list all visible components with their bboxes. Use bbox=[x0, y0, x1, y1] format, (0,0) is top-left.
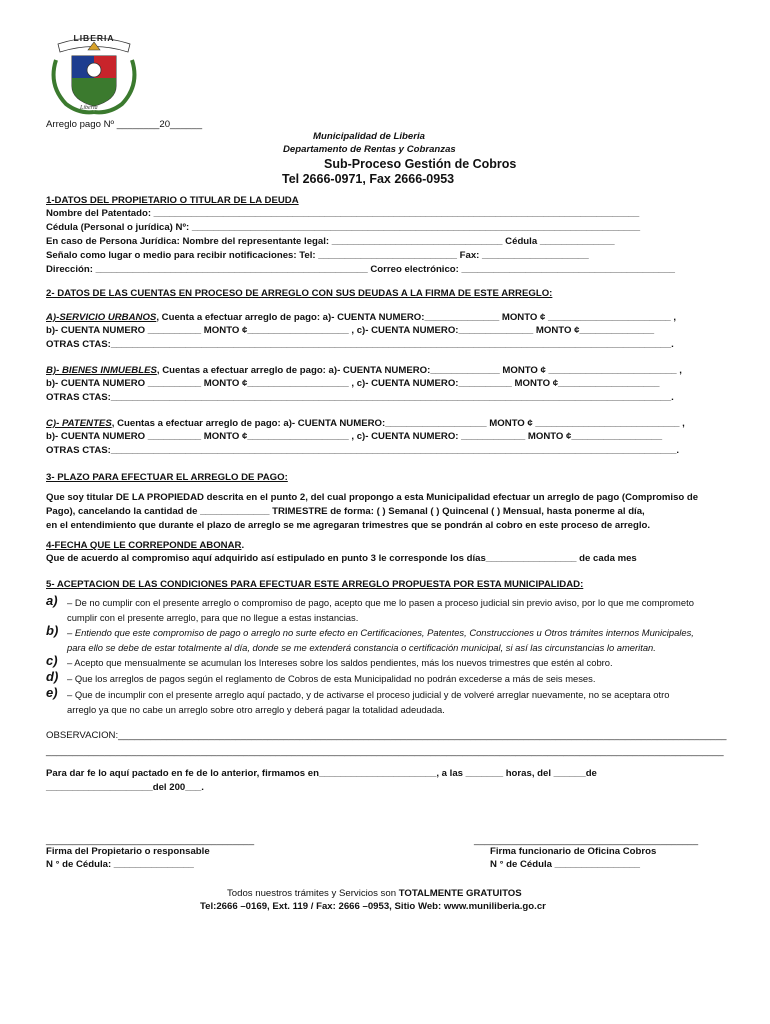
urban-services-line2: b)- CUENTA NUMERO __________ MONTO ¢___________________ , c)- CUENTA NUMERO:______________ MONTO ¢______________ bbox=[46, 325, 655, 336]
free-services-emphasis: TOTALMENTE GRATUITOS bbox=[398, 888, 522, 899]
observation-line2: _______________________________________________________________________________________________________________________________ bbox=[46, 746, 724, 757]
condition-d-letter: d) bbox=[46, 669, 59, 684]
urban-services-other: OTRAS CTAS:_________________________________________________________________________________________________________. bbox=[46, 339, 674, 350]
section4-title: 4-FECHA QUE LE CORREPONDE ABONAR bbox=[46, 540, 242, 551]
officer-id-number: N ° de Cédula ________________ bbox=[490, 859, 640, 870]
section2-title: 2- DATOS DE LAS CUENTAS EN PROCESO DE ARREGLO CON SUS DEUDAS A LA FIRMA DE ESTE ARREGLO: bbox=[46, 288, 553, 299]
condition-b-line1: – Entiendo que este compromiso de pago o arreglo no surte efecto en Certificaciones, Patentes, Construcciones u Otros trámites internos Municipales, bbox=[67, 627, 694, 638]
liberia-coat-of-arms-logo bbox=[44, 30, 144, 116]
footer-free-services: Todos nuestros trámites y Servicios son TOTALMENTE GRATUITOS bbox=[227, 888, 522, 899]
condition-a-letter: a) bbox=[46, 593, 58, 608]
urban-services-label: A)-SERVICIO URBANOS bbox=[46, 312, 157, 323]
owner-id-number: N ° de Cédula: _______________ bbox=[46, 859, 194, 870]
payment-term-line2: Pago), cancelando la cantidad de _____________ TRIMESTRE de forma: ( ) Semanal ( ) Quincenal ( ) Mensual, hasta ponerme al día, bbox=[46, 506, 645, 517]
condition-a-line2: cumplir con el presente arreglo, para que no llegue a estas instancias. bbox=[67, 612, 359, 623]
officer-signature-line: __________________________________________ bbox=[474, 835, 699, 846]
patents-line1: C)- PATENTES, Cuentas a efectuar arreglo de pago: a)- CUENTA NUMERO:___________________ MONTO ¢ ___________________________ , bbox=[46, 418, 685, 429]
arreglo-pago-number: Arreglo pago Nº ________20______ bbox=[46, 119, 203, 130]
officer-signature-title: Firma funcionario de Oficina Cobros bbox=[490, 846, 657, 857]
condition-a-line1: – De no cumplir con el presente arreglo o compromiso de pago, acepto que me lo pasen a proceso judicial sin previo aviso, por lo que me comprometo bbox=[67, 597, 694, 608]
condition-c-line1: – Acepto que mensualmente se acumulan los Intereses sobre los saldos pendientes, más los nuevos trimestres que estén al cobro. bbox=[67, 657, 613, 668]
section3-title: 3- PLAZO PARA EFECTUAR EL ARREGLO DE PAGO: bbox=[46, 472, 288, 483]
condition-c-letter: c) bbox=[46, 653, 58, 668]
footer-contact: Tel:2666 –0169, Ext. 119 / Fax: 2666 –0953, Sitio Web: www.muniliberia.go.cr bbox=[200, 901, 546, 912]
payment-term-line1: Que soy titular DE LA PROPIEDAD descrita en el punto 2, del cual propongo a esta Municipalidad efectuar un arreglo de pago (Compromiso de bbox=[46, 492, 699, 503]
payment-day-line: Que de acuerdo al compromiso aquí adquirido así estipulado en punto 3 le corresponde los días_________________ de cada mes bbox=[46, 553, 637, 564]
condition-e-letter: e) bbox=[46, 685, 58, 700]
observation-line1: OBSERVACION:__________________________________________________________________________________________________________________ bbox=[46, 730, 727, 741]
contact-phone: Tel 2666-0971, Fax 2666-0953 bbox=[282, 172, 455, 186]
real-estate-line2: b)- CUENTA NUMERO __________ MONTO ¢___________________ , c)- CUENTA NUMERO:__________ MONTO ¢___________________ bbox=[46, 378, 660, 389]
section1-title: 1-DATOS DEL PROPIETARIO O TITULAR DE LA DEUDA bbox=[46, 195, 299, 206]
municipality-name: Municipalidad de Liberia bbox=[313, 131, 425, 142]
condition-d-line1: – Que los arreglos de pagos según el reglamento de Cobros de esta Municipalidad no podrán excederse a más de seis meses. bbox=[67, 673, 596, 684]
logo-banner-text: LIBERIA bbox=[73, 33, 115, 43]
real-estate-label: B)- BIENES INMUEBLES bbox=[46, 365, 157, 376]
section4-title-wrap: 4-FECHA QUE LE CORREPONDE ABONAR. bbox=[46, 540, 245, 551]
owner-signature-title: Firma del Propietario o responsable bbox=[46, 846, 210, 857]
owner-signature-line: _______________________________________ bbox=[46, 835, 255, 846]
closing-line2: ____________________del 200___. bbox=[46, 782, 204, 793]
urban-services-line1: A)-SERVICIO URBANOS, Cuenta a efectuar arreglo de pago: a)- CUENTA NUMERO:______________ MONTO ¢ _______________________ , bbox=[46, 312, 677, 323]
legal-representative-field: En caso de Persona Jurídica: Nombre del representante legal: ________________________________ Cédula ______________ bbox=[46, 236, 615, 247]
condition-b-letter: b) bbox=[46, 623, 59, 638]
owner-id-field: Cédula (Personal o jurídica) Nº: ____________________________________________________________________________________ bbox=[46, 222, 641, 233]
subprocess-title: Sub-Proceso Gestión de Cobros bbox=[324, 157, 517, 171]
closing-line1: Para dar fe lo aquí pactado en fe de lo anterior, firmamos en______________________, a las _______ horas, del ______de bbox=[46, 768, 597, 779]
condition-e-line2: arreglo ya que no cabe un arreglo sobre otro arreglo y deberá pagar la totalidad adeudada. bbox=[67, 704, 445, 715]
notification-contact-field: Señalo como lugar o medio para recibir notificaciones: Tel: __________________________ Fax: ____________________ bbox=[46, 250, 589, 261]
patents-line2: b)- CUENTA NUMERO __________ MONTO ¢___________________ , c)- CUENTA NUMERO: ____________ MONTO ¢_________________ bbox=[46, 431, 663, 442]
real-estate-line1: B)- BIENES INMUEBLES, Cuentas a efectuar arreglo de pago: a)- CUENTA NUMERO:_____________ MONTO ¢ ________________________ , bbox=[46, 365, 682, 376]
patents-label: C)- PATENTES bbox=[46, 418, 112, 429]
payment-term-line3: en el entendimiento que durante el plazo de arreglo se me agregaran trimestres que se pondrán al cobro en este proceso de arreglo. bbox=[46, 520, 651, 531]
patents-other: OTRAS CTAS:__________________________________________________________________________________________________________. bbox=[46, 445, 680, 456]
address-email-field: Dirección: ___________________________________________________ Correo electrónico: ________________________________________ bbox=[46, 264, 675, 275]
real-estate-other: OTRAS CTAS:_________________________________________________________________________________________________________. bbox=[46, 392, 674, 403]
condition-b-line2: para ello se debe de estar totalmente al día, donde se me extenderá constancia o certificación municipal, si así las circunstancias lo ameritan. bbox=[67, 642, 656, 653]
condition-e-line1: – Que de incumplir con el presente arreglo aquí pactado, y de activarse el proceso judicial y de volveré arreglar nuevamente, no se aceptara otro bbox=[67, 689, 670, 700]
section5-title: 5- ACEPTACION DE LAS CONDICIONES PARA EFECTUAR ESTE ARREGLO PROPUESTA POR ESTA MUNICIPALIDAD: bbox=[46, 579, 584, 590]
logo-caption: Liberia bbox=[80, 105, 98, 111]
owner-name-field: Nombre del Patentado: ___________________________________________________________________________________________ bbox=[46, 208, 640, 219]
department-name: Departamento de Rentas y Cobranzas bbox=[283, 144, 456, 155]
